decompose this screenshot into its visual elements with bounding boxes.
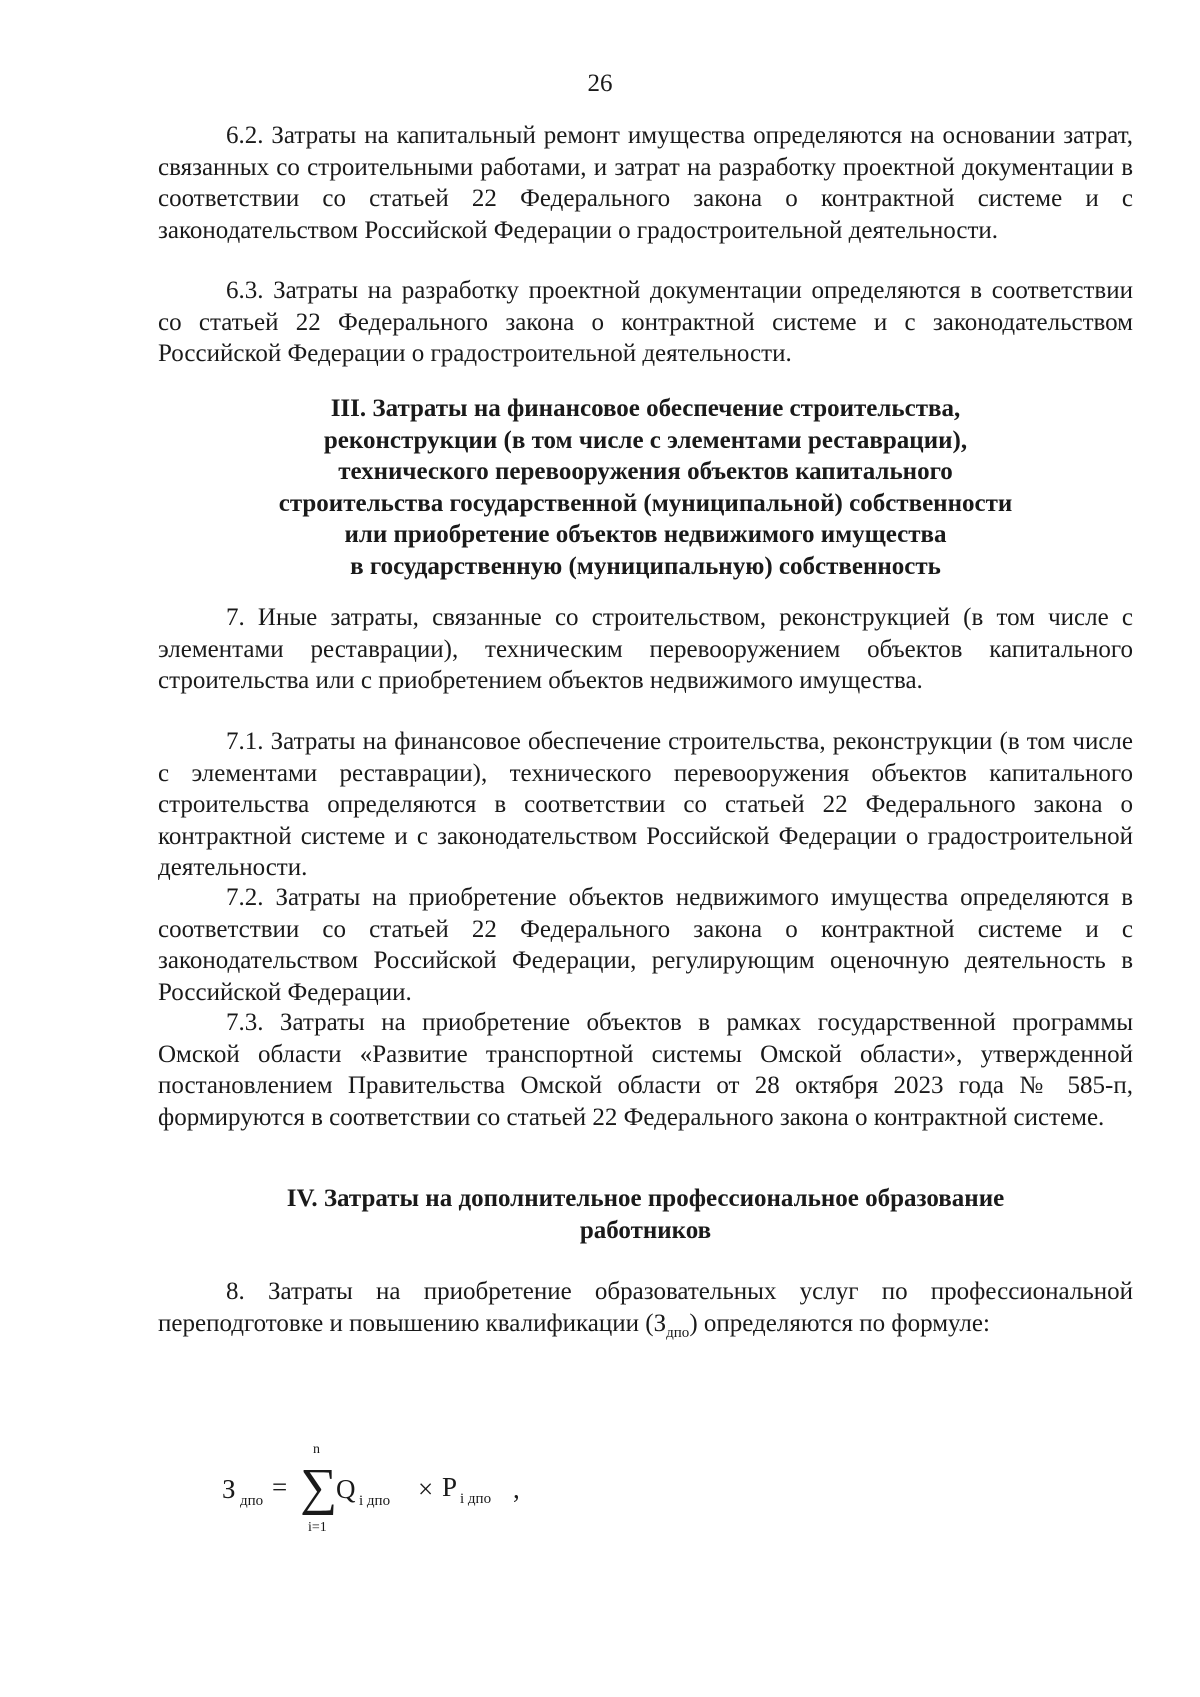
paragraph-8 [158, 1276, 1133, 1349]
formula-p: P [442, 1472, 458, 1502]
formula-p-subscript: i дпо [460, 1491, 492, 1507]
formula-times: × [418, 1474, 434, 1504]
heading-line: III. Затраты на финансовое обеспечение строительства, [330, 395, 961, 422]
formula-z-subscript: дпо [240, 1493, 264, 1509]
formula-q: Q [336, 1474, 356, 1504]
formula-q-subscript: i дпо [359, 1493, 391, 1509]
formula-z: З [222, 1474, 236, 1504]
formula-comma: , [513, 1474, 520, 1504]
heading-line: работников [579, 1216, 712, 1244]
heading-line: в государственную (муниципальную) собственность [350, 552, 941, 580]
formula [222, 1442, 622, 1538]
sum-sigma-icon: ∑ [300, 1459, 338, 1516]
paragraph-7-1: 7.1. Затраты на финансовое обеспечение строительства, реконструкции (в том числе с элементами реставрации), технического перевооружения объектов капитального строительства определяются в соответствии со статьей 22 Федерального закона о контрактной системе и с законодательством Российской Федерации о градостроительной деятельности. [158, 728, 1133, 881]
heading-line: реконструкции (в том числе с элементами реставрации), [323, 426, 968, 454]
paragraph-7: 7. Иные затраты, связанные со строительством, реконструкцией (в том числе с элементами реставрации), техническим перевооружением объектов капитального строительства или с приобретением объектов недвижимого имущества. [158, 604, 1133, 694]
paragraph-8-subscript: дпо [666, 1324, 690, 1341]
heading-line: IV. Затраты на дополнительное профессиональное образование [286, 1185, 1005, 1212]
heading-line: или приобретение объектов недвижимого имущества [344, 521, 947, 548]
page-number: 26 [587, 70, 613, 97]
heading-line: строительства государственной (муниципальной) собственности [278, 489, 1013, 517]
paragraph-7-2: 7.2. Затраты на приобретение объектов недвижимого имущества определяются в соответствии со статьей 22 Федерального закона о контрактной системе и с законодательством Российской Федерации, регулирующим оценочную деятельность в Российской Федерации. [158, 884, 1133, 1006]
formula-sum-lower: i=1 [308, 1520, 327, 1535]
section-heading-iii [158, 393, 1133, 582]
paragraph-8-text-end: ) определяются по формуле: [689, 1309, 990, 1337]
section-heading-iv [158, 1183, 1133, 1246]
formula-equals: = [272, 1472, 288, 1502]
paragraph-6-3: 6.3. Затраты на разработку проектной документации определяются в соответствии со статьей 22 Федерального закона о контрактной системе и с законодательством Российской Федерации о градостроительной деятельности. [158, 277, 1133, 367]
formula-sum-upper: n [313, 1442, 320, 1457]
paragraph-7-3: 7.3. Затраты на приобретение объектов в рамках государственной программы Омской области «Развитие транспортной системы Омской области», утвержденной постановлением Правительства Омской области от 28 октября 2023 года № 585-п, формируются в соответствии со статьей 22 Федерального закона о контрактной системе. [158, 1009, 1133, 1131]
paragraph-6-2: 6.2. Затраты на капитальный ремонт имущества определяются на основании затрат, связанных со строительными работами, и затрат на разработку проектной документации в соответствии со статьей 22 Федерального закона о контрактной системе и с законодательством Российской Федерации о градостроительной деятельности. [158, 122, 1133, 244]
heading-line: технического перевооружения объектов капитального [338, 458, 953, 485]
paragraph-8-text: 8. Затраты на приобретение образовательных услуг по профессиональной переподготовке и повышению квалификации (З [158, 1278, 1133, 1337]
